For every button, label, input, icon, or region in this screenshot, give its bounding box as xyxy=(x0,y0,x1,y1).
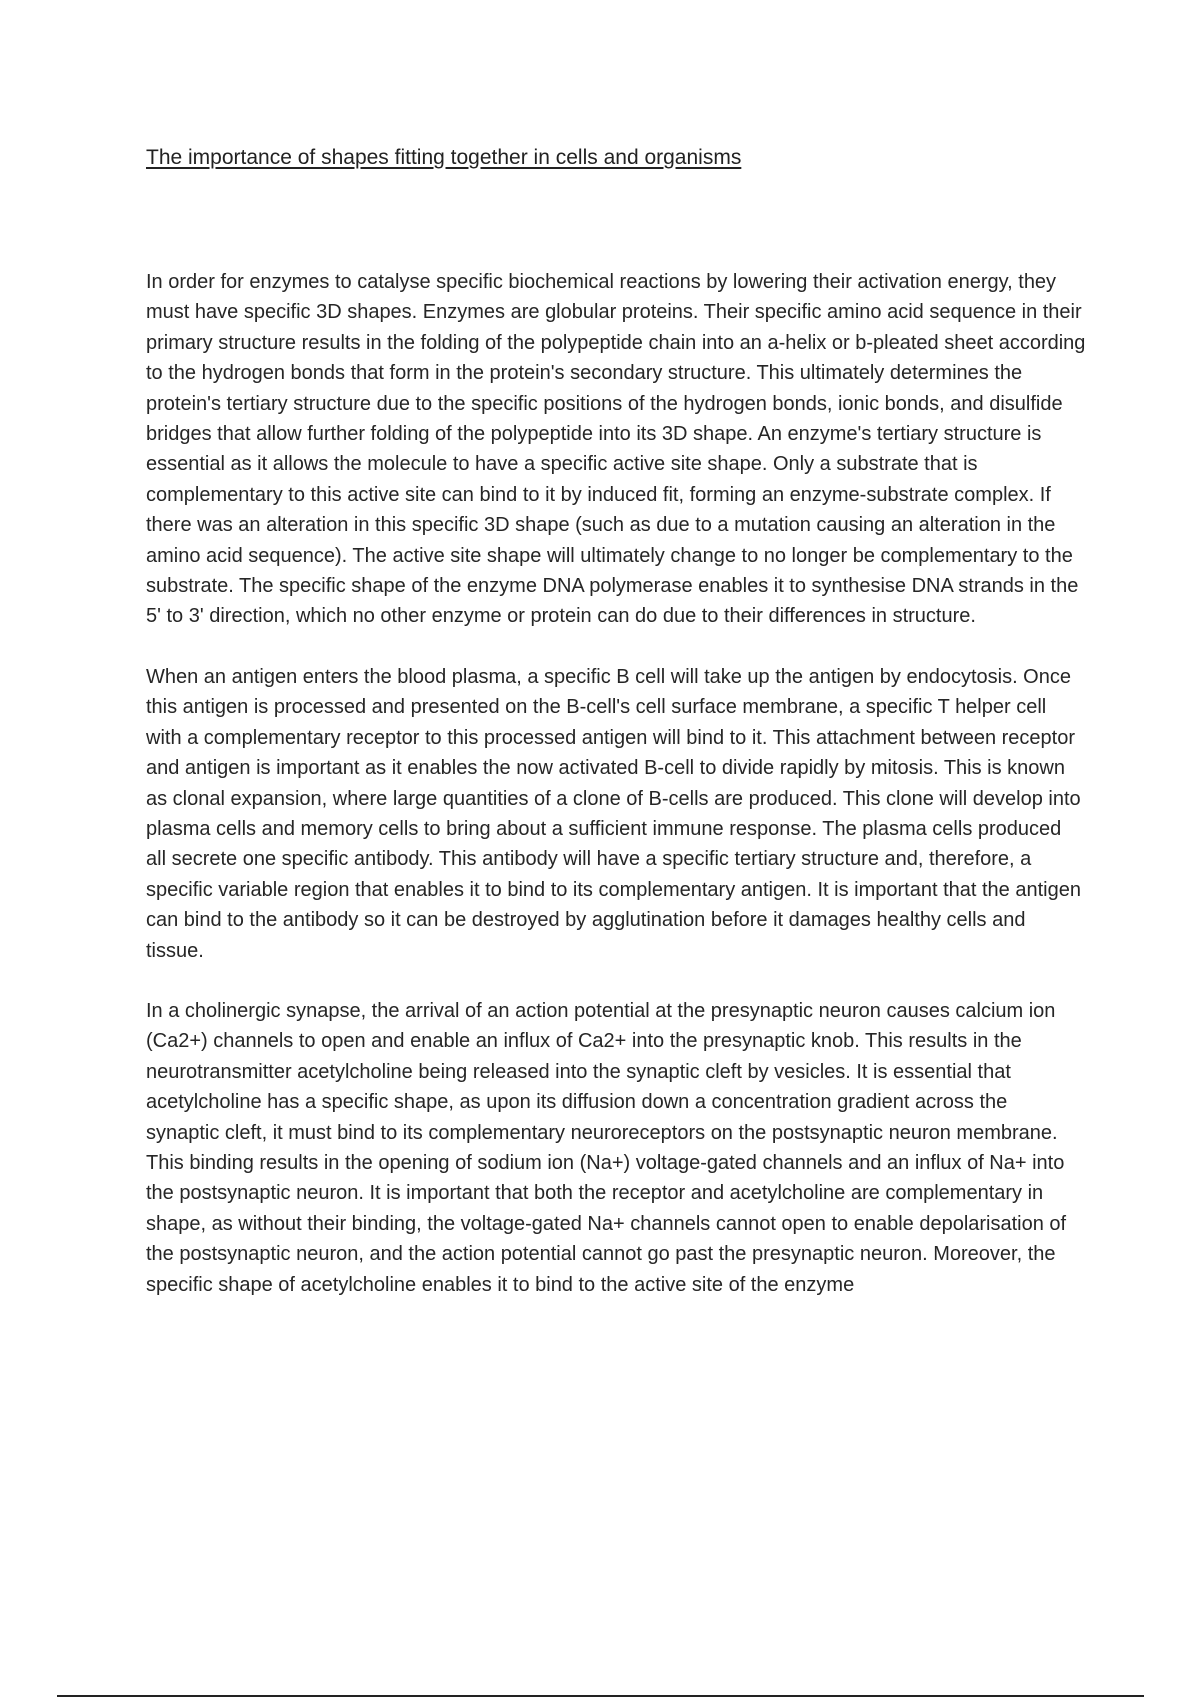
page-bottom-divider xyxy=(57,1695,1144,1697)
paragraph-synapse: In a cholinergic synapse, the arrival of an action potential at the presynaptic neuron causes calcium ion (Ca2+) channels to open and enable an influx of Ca2+ into the presynaptic knob. This results in the neurotransmitter acetylcholine being released into the synaptic cleft by vesicles. It is essential that acetylcholine has a specific shape, as upon its diffusion down a concentration gradient across the synaptic cleft, it must bind to its complementary neuroreceptors on the postsynaptic neuron membrane. This binding results in the opening of sodium ion (Na+) voltage-gated channels and an influx of Na+ into the postsynaptic neuron. It is important that both the receptor and acetylcholine are complementary in shape, as without their binding, the voltage-gated Na+ channels cannot open to enable depolarisation of the postsynaptic neuron, and the action potential cannot go past the presynaptic neuron. Moreover, the specific shape of acetylcholine enables it to bind to the active site of the enzyme xyxy=(146,999,1067,1296)
document-body xyxy=(146,267,1086,1330)
paragraph-enzymes: In order for enzymes to catalyse specific biochemical reactions by lowering their activation energy, they must have specific 3D shapes. Enzymes are globular proteins. Their specific amino acid sequence in their primary structure results in the folding of the polypeptide chain into an a-helix or b-pleated sheet according to the hydrogen bonds that form in the protein's secondary structure. This ultimately determines the protein's tertiary structure due to the specific positions of the hydrogen bonds, ionic bonds, and disulfide bridges that allow further folding of the polypeptide into its 3D shape. An enzyme's tertiary structure is essential as it allows the molecule to have a specific active site shape. Only a substrate that is complementary to this active site can bind to it by induced fit, forming an enzyme-substrate complex. If there was an alteration in this specific 3D shape (such as due to a mutation causing an alteration in the amino acid sequence). The active site shape will ultimately change to no longer be complementary to the substrate. The specific shape of the enzyme DNA polymerase enables it to synthesise DNA strands in the 5' to 3' direction, which no other enzyme or protein can do due to their differences in structure. xyxy=(146,271,1086,628)
paragraph-antigens: When an antigen enters the blood plasma, a specific B cell will take up the antigen by endocytosis. Once this antigen is processed and presented on the B-cell's cell surface membrane, a specific T helper cell with a complementary receptor to this processed antigen will bind to it. This attachment between receptor and antigen is important as it enables the now activated B-cell to divide rapidly by mitosis. This is known as clonal expansion, where large quantities of a clone of B-cells are produced. This clone will develop into plasma cells and memory cells to bring about a sufficient immune response. The plasma cells produced all secrete one specific antibody. This antibody will have a specific tertiary structure and, therefore, a specific variable region that enables it to bind to its complementary antigen. It is important that the antigen can bind to the antibody so it can be destroyed by agglutination before it damages healthy cells and tissue. xyxy=(146,665,1081,962)
document-title: The importance of shapes fitting together in cells and organisms xyxy=(146,146,742,169)
